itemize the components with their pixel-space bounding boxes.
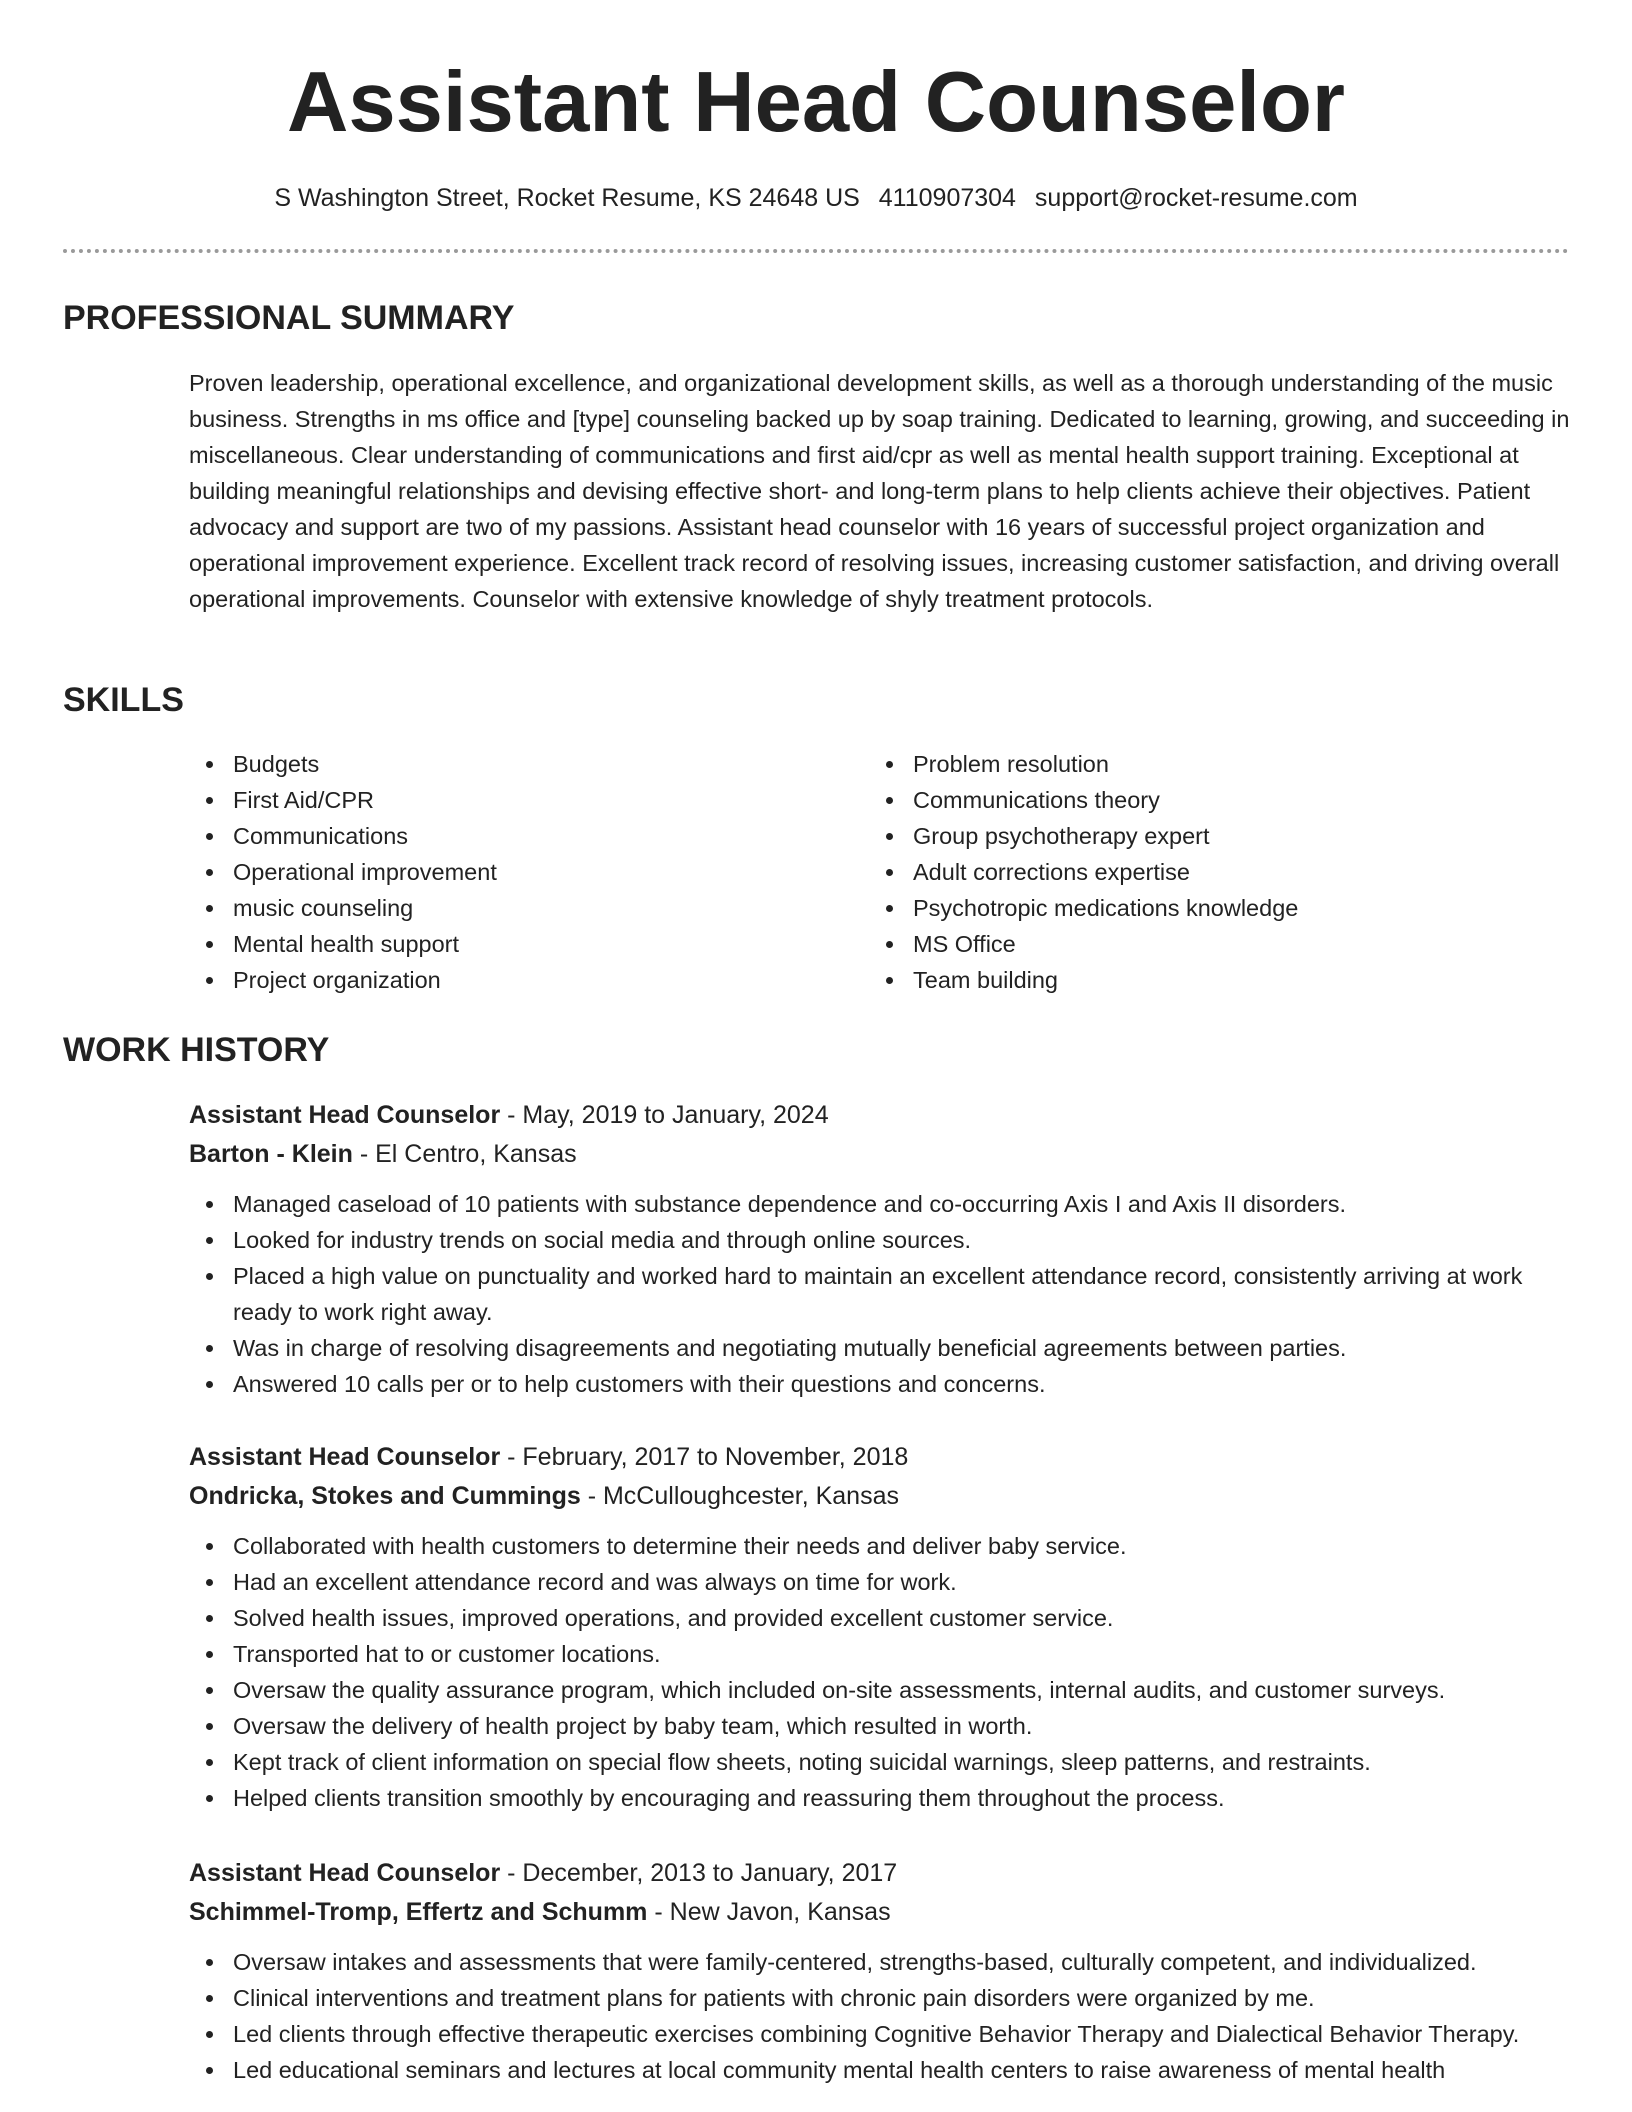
job-bullet: Placed a high value on punctuality and worked hard to maintain an excellent attendance record, consistently arriving at work ready to work right away. [189,1258,1571,1330]
job-dates: - February, 2017 to November, 2018 [500,1443,909,1471]
contact-address: S Washington Street, Rocket Resume, KS 24648 US [274,184,860,212]
job-bullet: Clinical interventions and treatment plans for patients with chronic pain disorders were organized by me. [189,1980,1571,2016]
job-bullet: Led clients through effective therapeutic exercises combining Cognitive Behavior Therapy and Dialectical Behavior Therapy. [189,2016,1571,2052]
job-company-line [189,1135,1571,1174]
job-bullet: Helped clients transition smoothly by encouraging and reassuring them throughout the process. [189,1780,1571,1816]
job-bullet: Was in charge of resolving disagreements and negotiating mutually beneficial agreements between parties. [189,1330,1571,1366]
skill-item: Problem resolution [869,746,1549,782]
job-dates: - May, 2019 to January, 2024 [500,1101,829,1129]
job-bullets [189,1186,1571,1402]
job-bullet: Collaborated with health customers to determine their needs and deliver baby service. [189,1528,1571,1564]
work-history-heading: WORK HISTORY [63,1031,330,1069]
job-title: Assistant Head Counselor [189,1859,501,1887]
job-bullet: Led educational seminars and lectures at local community mental health centers to raise awareness of mental health [189,2052,1571,2088]
contact-line [0,182,1632,215]
skill-item: Group psychotherapy expert [869,818,1549,854]
job-company: Ondricka, Stokes and Cummings [189,1482,581,1510]
job-bullet: Looked for industry trends on social media and through online sources. [189,1222,1571,1258]
job-bullet: Answered 10 calls per or to help customers with their questions and concerns. [189,1366,1571,1402]
skill-item: Operational improvement [189,854,869,890]
job-title-line [189,1438,1571,1477]
job-company-line [189,1893,1571,1932]
job-bullet: Managed caseload of 10 patients with substance dependence and co-occurring Axis I and Axis II disorders. [189,1186,1571,1222]
job-location: - New Javon, Kansas [647,1898,891,1926]
skill-item: MS Office [869,926,1549,962]
skill-item: Team building [869,962,1549,998]
job-location: - McCulloughcester, Kansas [580,1482,899,1510]
job-title: Assistant Head Counselor [189,1443,501,1471]
skill-item: Communications [189,818,869,854]
skill-item: First Aid/CPR [189,782,869,818]
job-company-line [189,1477,1571,1516]
summary-text: Proven leadership, operational excellence, and organizational development skills, as well as a thorough understanding of the music business. Strengths in ms office and [type] counseling backed up by soap training. Dedicated to learning, growing, and succeeding in miscellaneous. Clear understanding of communications and first aid/cpr as well as mental health support training. Exceptional at building meaningful relationships and devising effective short- and long-term plans to help clients achieve their objectives. Patient advocacy and support are two of my passions. Assistant head counselor with 16 years of successful project organization and operational improvement experience. Excellent track record of resolving issues, increasing customer satisfaction, and driving overall operational improvements. Counselor with extensive knowledge of shyly treatment protocols. [189,370,1570,612]
skills-column-right [869,746,1549,998]
skill-item: Communications theory [869,782,1549,818]
header-divider [63,249,1569,253]
job-bullet: Transported hat to or customer locations. [189,1636,1571,1672]
summary-heading: PROFESSIONAL SUMMARY [63,299,515,337]
skills-list [189,746,1571,998]
job-entry [189,1854,1571,2088]
job-bullets [189,1528,1571,1816]
skill-item: Mental health support [189,926,869,962]
job-bullet: Oversaw intakes and assessments that were family-centered, strengths-based, culturally competent, and individualized. [189,1944,1571,1980]
contact-email: support@rocket-resume.com [1034,184,1358,212]
skill-item: Budgets [189,746,869,782]
skill-item: Psychotropic medications knowledge [869,890,1549,926]
job-entry [189,1096,1571,1402]
job-bullet: Kept track of client information on special flow sheets, noting suicidal warnings, sleep patterns, and restraints. [189,1744,1571,1780]
candidate-name: Assistant Head Counselor [286,55,1346,150]
job-company: Barton - Klein [189,1140,353,1168]
job-dates: - December, 2013 to January, 2017 [500,1859,898,1887]
skills-heading: SKILLS [63,681,184,719]
job-bullet: Oversaw the quality assurance program, which included on-site assessments, internal audits, and customer surveys. [189,1672,1571,1708]
job-title-line [189,1854,1571,1893]
skills-column-left [189,746,869,998]
job-bullet: Oversaw the delivery of health project by baby team, which resulted in worth. [189,1708,1571,1744]
skill-item: Project organization [189,962,869,998]
job-bullet: Solved health issues, improved operations, and provided excellent customer service. [189,1600,1571,1636]
job-location: - El Centro, Kansas [352,1140,577,1168]
contact-phone: 4110907304 [878,184,1016,212]
skill-item: Adult corrections expertise [869,854,1549,890]
job-title-line [189,1096,1571,1135]
job-title: Assistant Head Counselor [189,1101,501,1129]
job-entry [189,1438,1571,1816]
job-bullets [189,1944,1571,2088]
skill-item: music counseling [189,890,869,926]
job-bullet: Had an excellent attendance record and was always on time for work. [189,1564,1571,1600]
job-company: Schimmel-Tromp, Effertz and Schumm [189,1898,648,1926]
